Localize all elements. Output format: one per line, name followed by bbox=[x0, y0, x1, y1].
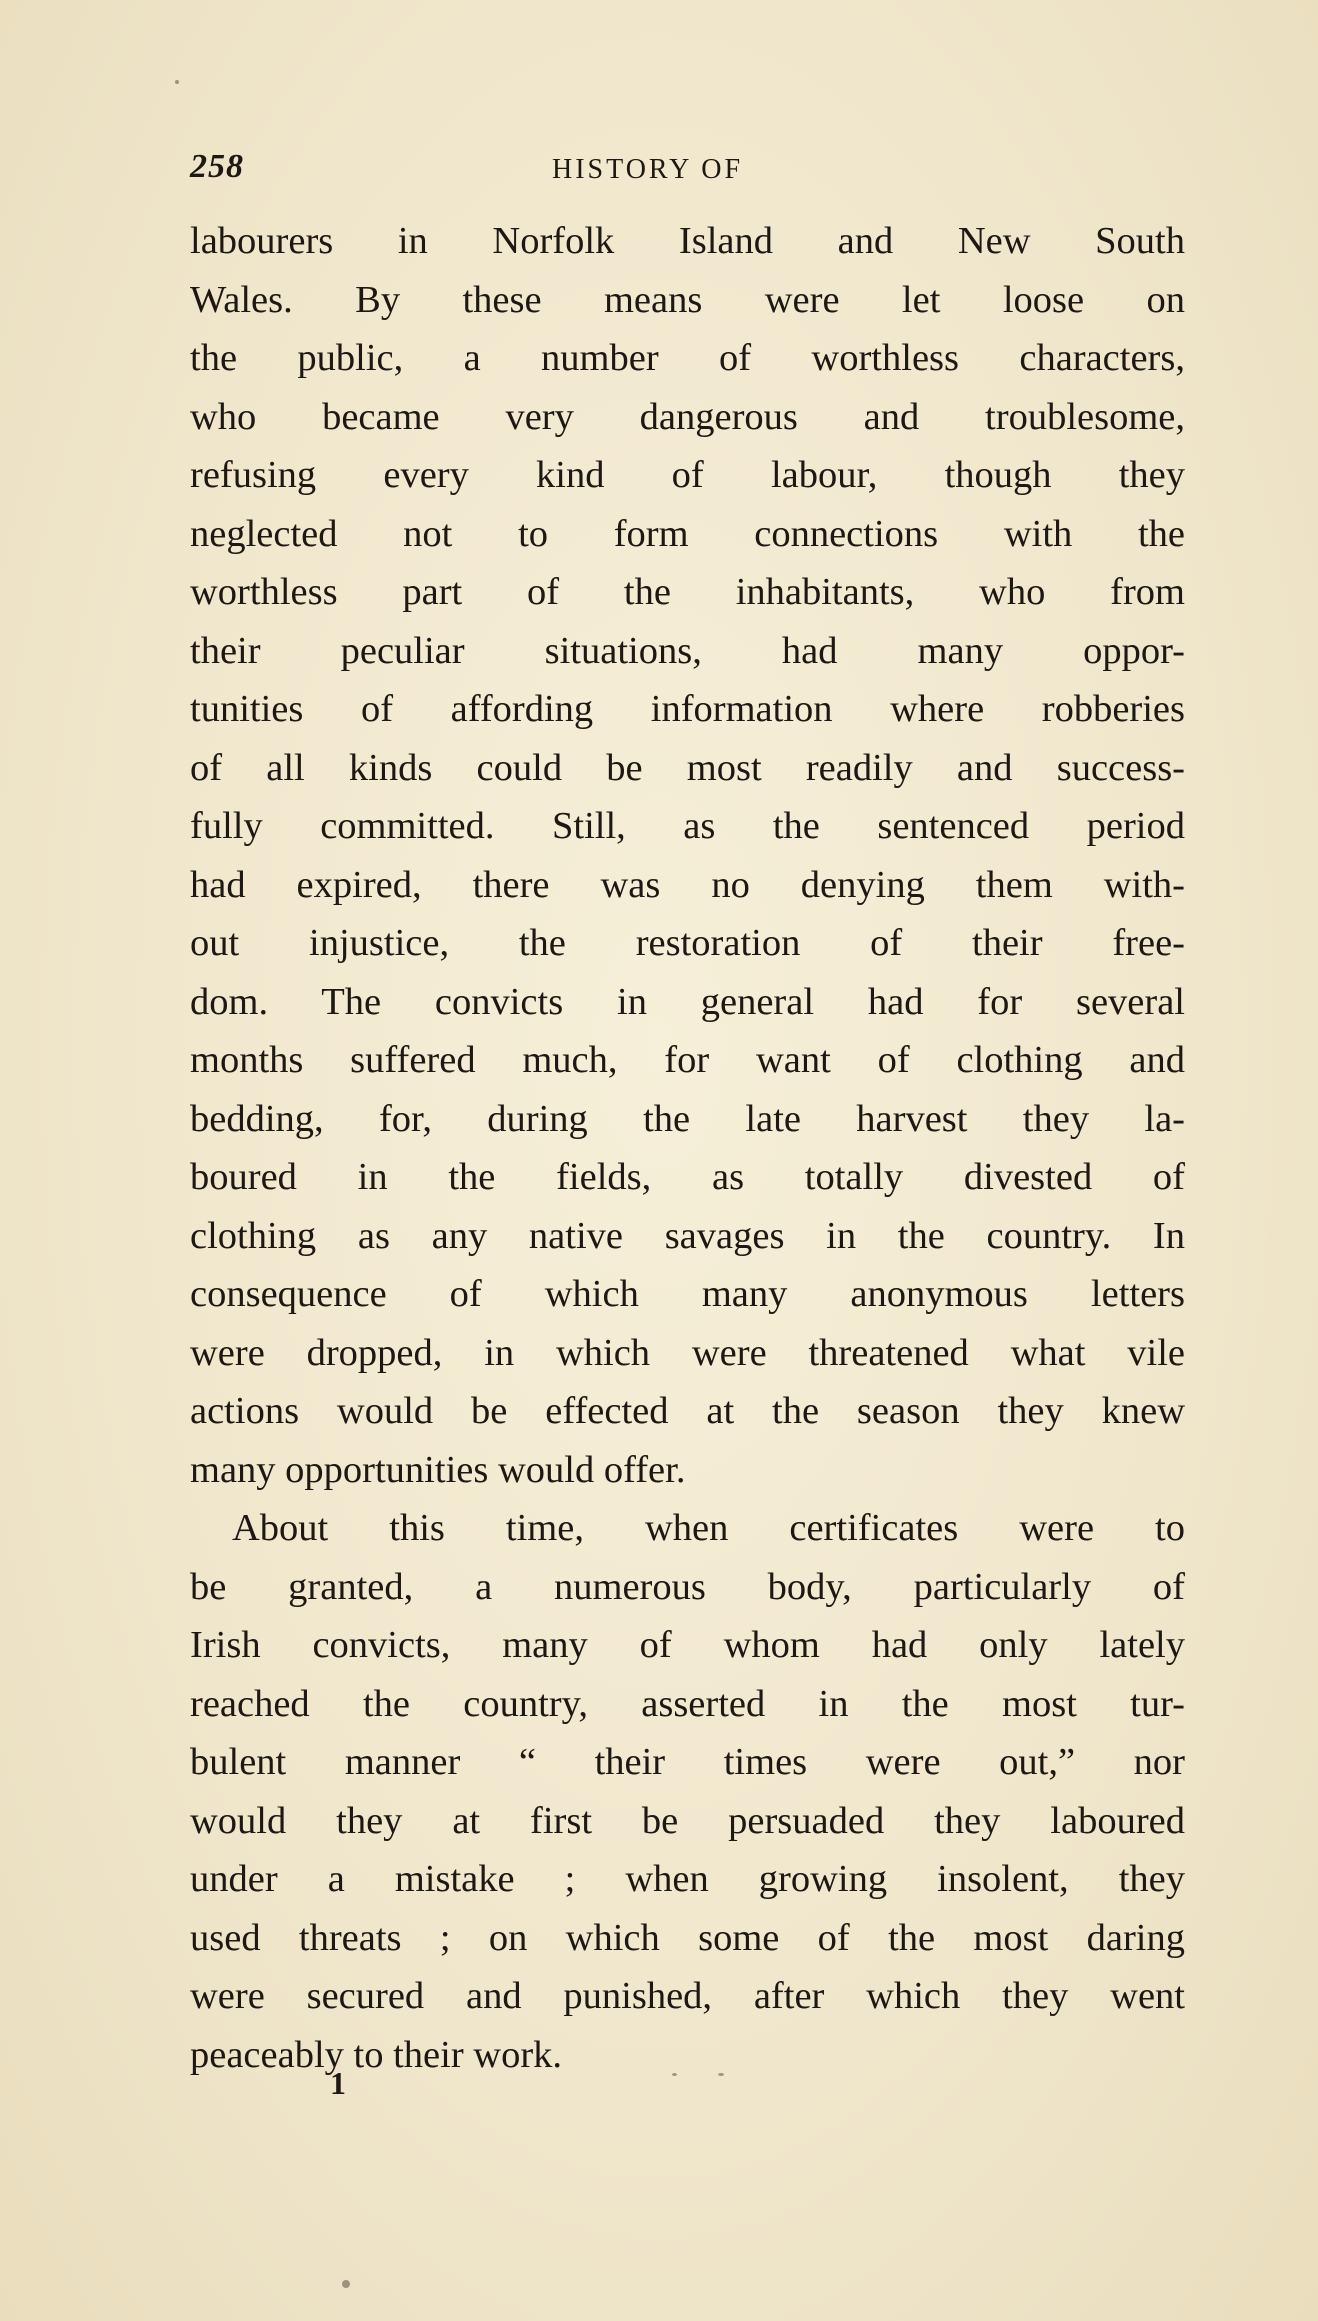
text-line: had expired, there was no denying them with- bbox=[190, 863, 1185, 906]
text-line: of all kinds could be most readily and success- bbox=[190, 746, 1185, 789]
text-line: under a mistake ; when growing insolent, they bbox=[190, 1858, 1185, 1900]
text-line: boured in the fields, as totally divested of bbox=[190, 1156, 1185, 1198]
ink-speck bbox=[718, 2073, 724, 2076]
text-line: their peculiar situations, had many oppor- bbox=[190, 629, 1185, 672]
text-line: worthless part of the inhabitants, who from bbox=[190, 571, 1185, 613]
text-line: dom. The convicts in general had for several bbox=[190, 980, 1185, 1023]
page-header bbox=[190, 148, 810, 198]
text-line: months suffered much, for want of clothing and bbox=[190, 1039, 1185, 1081]
signature-mark: 1 bbox=[330, 2065, 346, 2101]
text-line: Wales. By these means were let loose on bbox=[190, 278, 1185, 321]
ink-speck bbox=[342, 2280, 350, 2288]
text-line: tunities of affording information where robberies bbox=[190, 688, 1185, 730]
text-line: used threats ; on which some of the most daring bbox=[190, 1916, 1185, 1959]
text-line: many opportunities would offer. bbox=[190, 1448, 686, 1491]
text-line: refusing every kind of labour, though they bbox=[190, 454, 1185, 496]
text-line: be granted, a numerous body, particularly of bbox=[190, 1565, 1185, 1608]
text-line: neglected not to form connections with the bbox=[190, 512, 1185, 555]
paragraph-1 bbox=[190, 212, 1185, 1499]
text-line: About this time, when certificates were to bbox=[232, 1507, 1185, 1549]
paragraph-2 bbox=[190, 1499, 1185, 2084]
text-line: the public, a number of worthless characters, bbox=[190, 337, 1185, 379]
text-line: were secured and punished, after which they went bbox=[190, 1975, 1185, 2017]
text-line: Irish convicts, many of whom had only lately bbox=[190, 1624, 1185, 1666]
text-line: were dropped, in which were threatened what vile bbox=[190, 1331, 1185, 1374]
text-line: would they at first be persuaded they laboured bbox=[190, 1799, 1185, 1842]
ink-speck bbox=[672, 2073, 677, 2076]
text-line: bulent manner “ their times were out,” nor bbox=[190, 1741, 1185, 1783]
ink-speck bbox=[175, 80, 179, 84]
page-number: 258 bbox=[190, 148, 244, 185]
text-line: labourers in Norfolk Island and New South bbox=[190, 220, 1185, 262]
body-text bbox=[190, 212, 1185, 2084]
text-line: out injustice, the restoration of their free- bbox=[190, 922, 1185, 964]
text-line: fully committed. Still, as the sentenced period bbox=[190, 805, 1185, 847]
text-line: actions would be effected at the season they knew bbox=[190, 1390, 1185, 1432]
text-line: who became very dangerous and troublesome, bbox=[190, 395, 1185, 438]
running-head: HISTORY OF bbox=[552, 154, 744, 185]
text-line: consequence of which many anonymous letters bbox=[190, 1273, 1185, 1315]
text-line: peaceably to their work. bbox=[190, 2033, 563, 2076]
text-line: bedding, for, during the late harvest they la- bbox=[190, 1097, 1185, 1140]
text-line: clothing as any native savages in the country. In bbox=[190, 1214, 1185, 1257]
text-line: reached the country, asserted in the most tur- bbox=[190, 1682, 1185, 1725]
